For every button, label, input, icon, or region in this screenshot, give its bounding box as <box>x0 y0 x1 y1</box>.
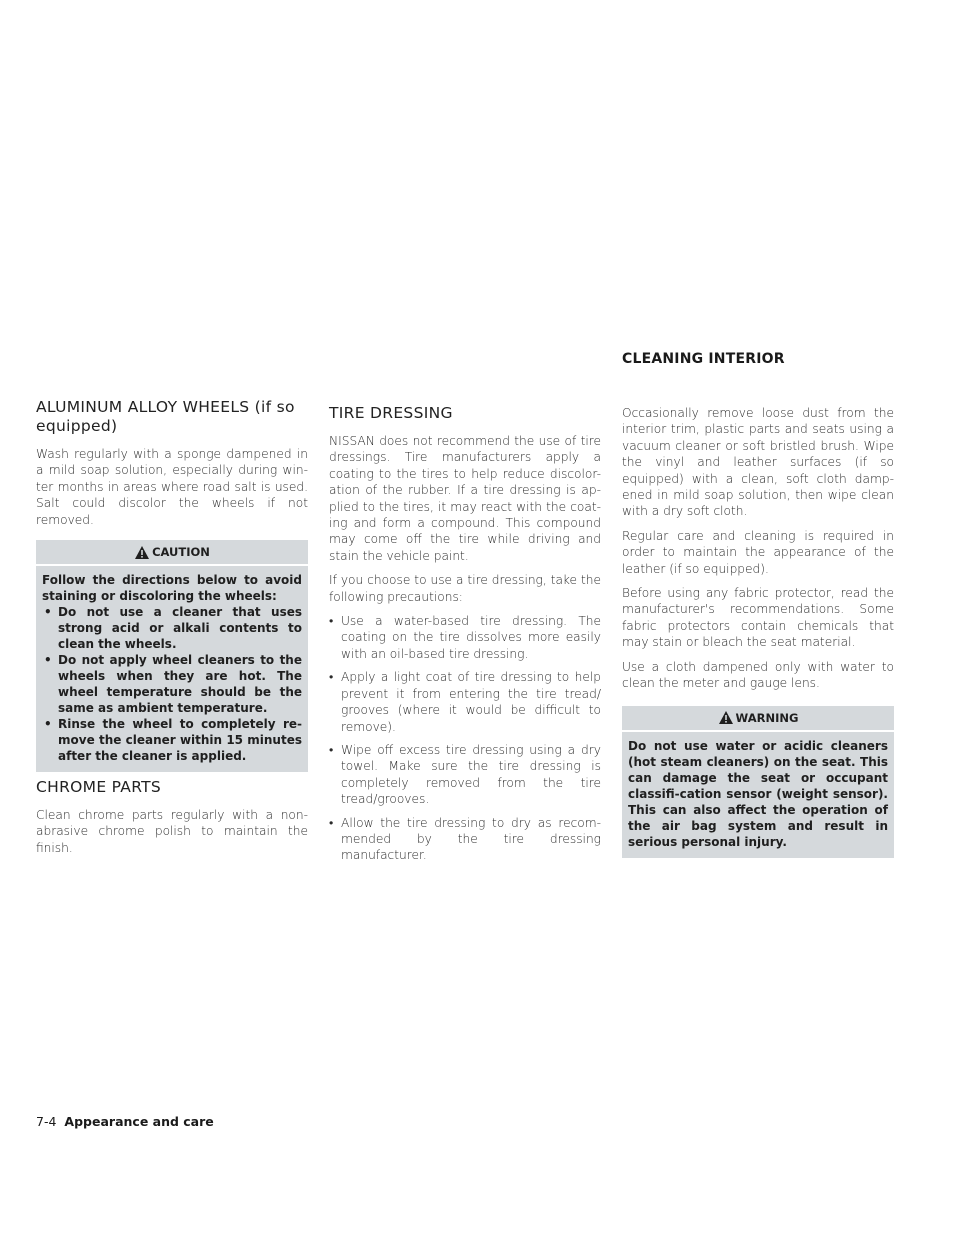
warning-triangle-icon <box>718 710 734 725</box>
list-item: • Use a water-based tire dressing. The coating on the tire dissolves more easily with an oil-based tire dressing. <box>329 613 601 662</box>
caution-item: • Rinse the wheel to completely re-move the cleaner within 15 minutes after the cleaner is applied. <box>42 716 302 764</box>
list-item: • Wipe off excess tire dressing using a dry towel. Make sure the tire dressing is completely removed from the tire tread/grooves. <box>329 742 601 808</box>
chapter-title: Appearance and care <box>64 1114 214 1129</box>
paragraph-meter: Use a cloth dampened only with water to clean the meter and gauge lens. <box>622 659 894 691</box>
tire-precautions-list <box>329 613 601 864</box>
warning-body <box>622 732 894 858</box>
list-item: • Apply a light coat of tire dressing to help prevent it from entering the tire tread/ grooves (where it would be difficult to remove). <box>329 669 601 735</box>
warning-label: WARNING <box>735 710 799 725</box>
section-title: CLEANING INTERIOR <box>622 351 785 367</box>
heading-aluminum-wheels: ALUMINUM ALLOY WHEELS (if so equipped) <box>36 398 295 435</box>
page-footer <box>36 1114 214 1129</box>
page-number: 7-4 <box>36 1114 57 1129</box>
column-left <box>36 398 308 864</box>
paragraph-tire-precautions: If you choose to use a tire dressing, take the following precautions: <box>329 573 601 604</box>
paragraph-leather: Regular care and cleaning is required in order to maintain the appearance of the leather (if so equipped). <box>622 528 894 576</box>
list-item: • Allow the tire dressing to dry as recom-mended by the tire dressing manufacturer. <box>329 815 601 864</box>
caution-item: • Do not use a cleaner that uses strong acid or alkali contents to clean the wheels. <box>42 604 302 652</box>
heading-tire-dressing: TIRE DRESSING <box>329 404 453 422</box>
heading-chrome-parts: CHROME PARTS <box>36 778 162 797</box>
paragraph-chrome: Clean chrome parts regularly with a non-abrasive chrome polish to maintain the finish. <box>36 808 308 855</box>
warning-box <box>622 706 894 858</box>
caution-list <box>42 604 302 764</box>
caution-body <box>36 566 308 772</box>
warning-triangle-icon <box>134 545 150 560</box>
caution-box <box>36 540 308 772</box>
paragraph-fabric: Before using any fabric protector, read the manufacturer's recommendations. Some fabric protectors contain chemicals that may stain or bleach the seat material. <box>622 586 894 650</box>
paragraph-wheels: Wash regularly with a sponge dampened in a mild soap solution, especially during win-ter months in areas where road salt is used. Salt could discolor the wheels if not removed. <box>36 447 308 527</box>
paragraph-tire-intro: NISSAN does not recommend the use of tire dressings. Tire manufacturers apply a coating to the tires to help reduce discolor-ation of the rubber. If a tire dressing is ap-plied to the tires, it may react with the coat-ing and form a compound. This compound may come off the tire while driving and stain the vehicle paint. <box>329 434 601 563</box>
caution-intro: Follow the directions below to avoid staining or discoloring the wheels: <box>42 573 302 604</box>
paragraph-dust: Occasionally remove loose dust from the interior trim, plastic parts and seats using a vacuum cleaner or soft bristled brush. Wipe the vinyl and leather surfaces (if so equipped) with a clean, soft cloth damp-ened in mild soap solution, then wipe clean with a dry soft cloth. <box>622 406 894 519</box>
caution-item: • Do not apply wheel cleaners to the wheels when they are hot. The wheel temperature should be the same as ambient temperature. <box>42 652 302 716</box>
warning-text: Do not use water or acidic cleaners (hot steam cleaners) on the seat. This can damage the seat or occupant classifi-cation sensor (weight sensor). This can also affect the operation of the air bag system and result in serious personal injury. <box>628 738 888 849</box>
column-right <box>622 405 894 858</box>
column-middle <box>329 404 601 871</box>
caution-header <box>36 540 308 564</box>
caution-label: CAUTION <box>152 545 210 560</box>
warning-header <box>622 706 894 730</box>
